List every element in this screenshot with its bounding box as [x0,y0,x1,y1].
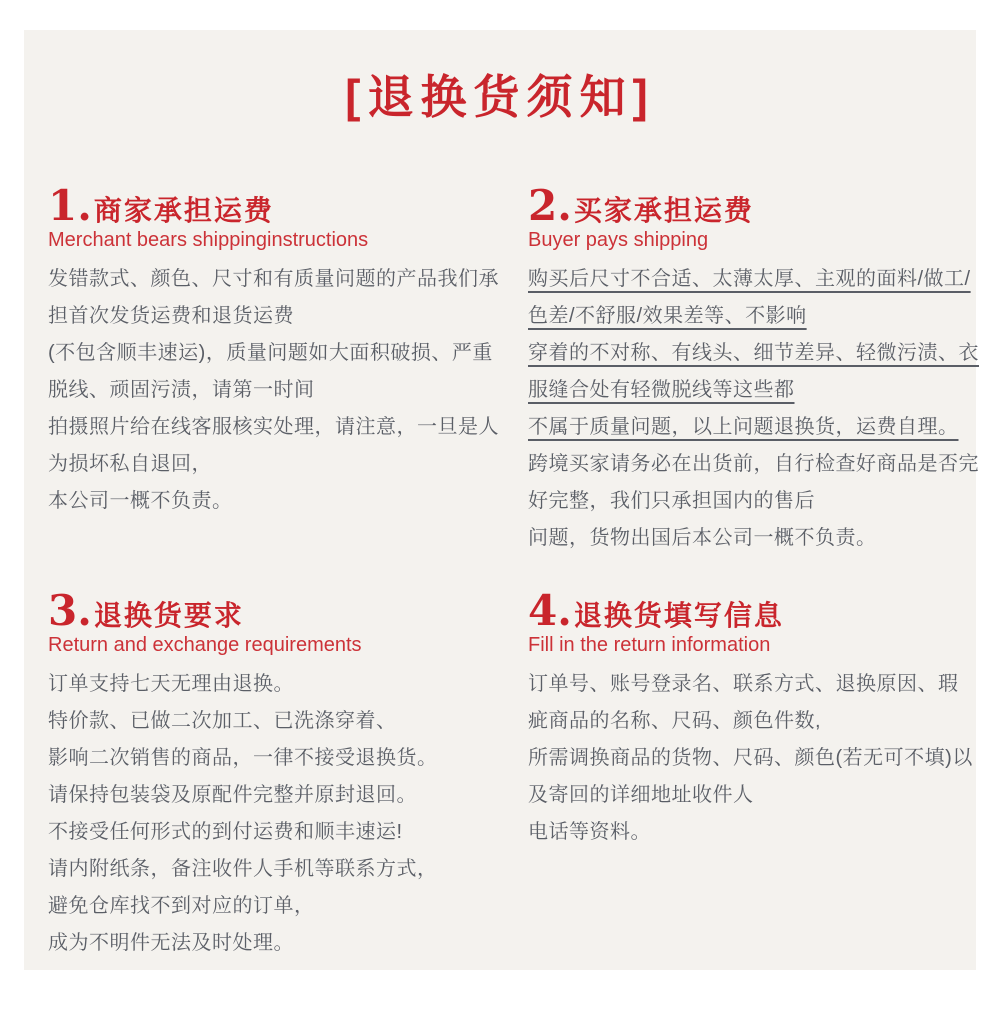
section-body [528,666,979,851]
body-line: 成为不明件无法及时处理。 [48,932,294,954]
section-heading: 买家承担运费 [573,195,754,226]
body-line: 购买后尺寸不合适、太薄太厚、主观的面料/做工/ [528,268,971,290]
body-line: 色差/不舒服/效果差等、不影响 [528,305,807,327]
body-line: 穿着的不对称、有线头、细节差异、轻微污渍、衣 [528,342,979,364]
section-return-info [528,588,979,962]
body-line: 影响二次销售的商品，一律不接受退换货。 [48,747,438,769]
page-title-text: 退换货须知 [367,71,633,123]
section-subheading: Buyer pays shipping [528,229,709,251]
notice-panel [24,30,979,970]
page-title [24,30,976,125]
section-subheading: Merchant bears shippinginstructions [48,229,369,251]
body-line: 避免仓库找不到对应的订单， [48,895,315,917]
section-merchant-shipping [48,183,528,557]
body-line: 服缝合处有轻微脱线等这些都 [528,379,795,401]
section-header [48,588,528,634]
body-line: 为损坏私自退回， [48,453,212,475]
section-body [48,261,528,520]
section-subheading: Fill in the return information [528,634,771,656]
body-line: (不包含顺丰速运)，质量问题如大面积破损、严重 [48,342,493,364]
body-line: 请保持包装袋及原配件完整并原封退回。 [48,784,417,806]
section-header [528,588,979,634]
body-line: 问题，货物出国后本公司一概不负责。 [528,527,877,549]
section-buyer-shipping [528,183,979,557]
section-number: 4. [528,586,572,635]
section-header [48,183,528,229]
body-line: 发错款式、颜色、尺寸和有质量问题的产品我们承 [48,268,499,290]
body-line: 跨境买家请务必在出货前，自行检查好商品是否完 [528,453,979,475]
section-body [48,666,528,962]
section-heading: 退换货填写信息 [573,600,784,631]
section-subheading: Return and exchange requirements [48,634,362,656]
section-number: 3. [48,586,92,635]
section-return-requirements [48,588,528,962]
body-line: 订单支持七天无理由退换。 [48,673,294,695]
section-header [528,183,979,229]
title-bracket-left: [ [345,70,368,122]
title-bracket-right: ] [632,70,655,122]
body-line: 疵商品的名称、尺码、颜色件数, [528,710,822,732]
body-line: 及寄回的详细地址收件人 [528,784,754,806]
section-number: 1. [48,181,92,230]
body-line: 不属于质量问题，以上问题退换货，运费自理。 [528,416,959,438]
body-line: 担首次发货运费和退货运费 [48,305,294,327]
body-line: 不接受任何形式的到付运费和顺丰速运! [48,821,403,843]
section-body [528,261,979,557]
body-line: 所需调换商品的货物、尺码、颜色(若无可不填)以 [528,747,973,769]
sections-grid [24,181,979,962]
body-line: 脱线、顽固污渍，请第一时间 [48,379,315,401]
body-line: 好完整，我们只承担国内的售后 [528,490,815,512]
body-line: 电话等资料。 [528,821,651,843]
body-line: 订单号、账号登录名、联系方式、退换原因、瑕 [528,673,959,695]
body-line: 本公司一概不负责。 [48,490,233,512]
section-number: 2. [528,181,572,230]
body-line: 请内附纸条，备注收件人手机等联系方式， [48,858,438,880]
section-heading: 退换货要求 [93,600,244,631]
section-heading: 商家承担运费 [93,195,274,226]
body-line: 拍摄照片给在线客服核实处理，请注意，一旦是人 [48,416,499,438]
body-line: 特价款、已做二次加工、已洗涤穿着、 [48,710,397,732]
